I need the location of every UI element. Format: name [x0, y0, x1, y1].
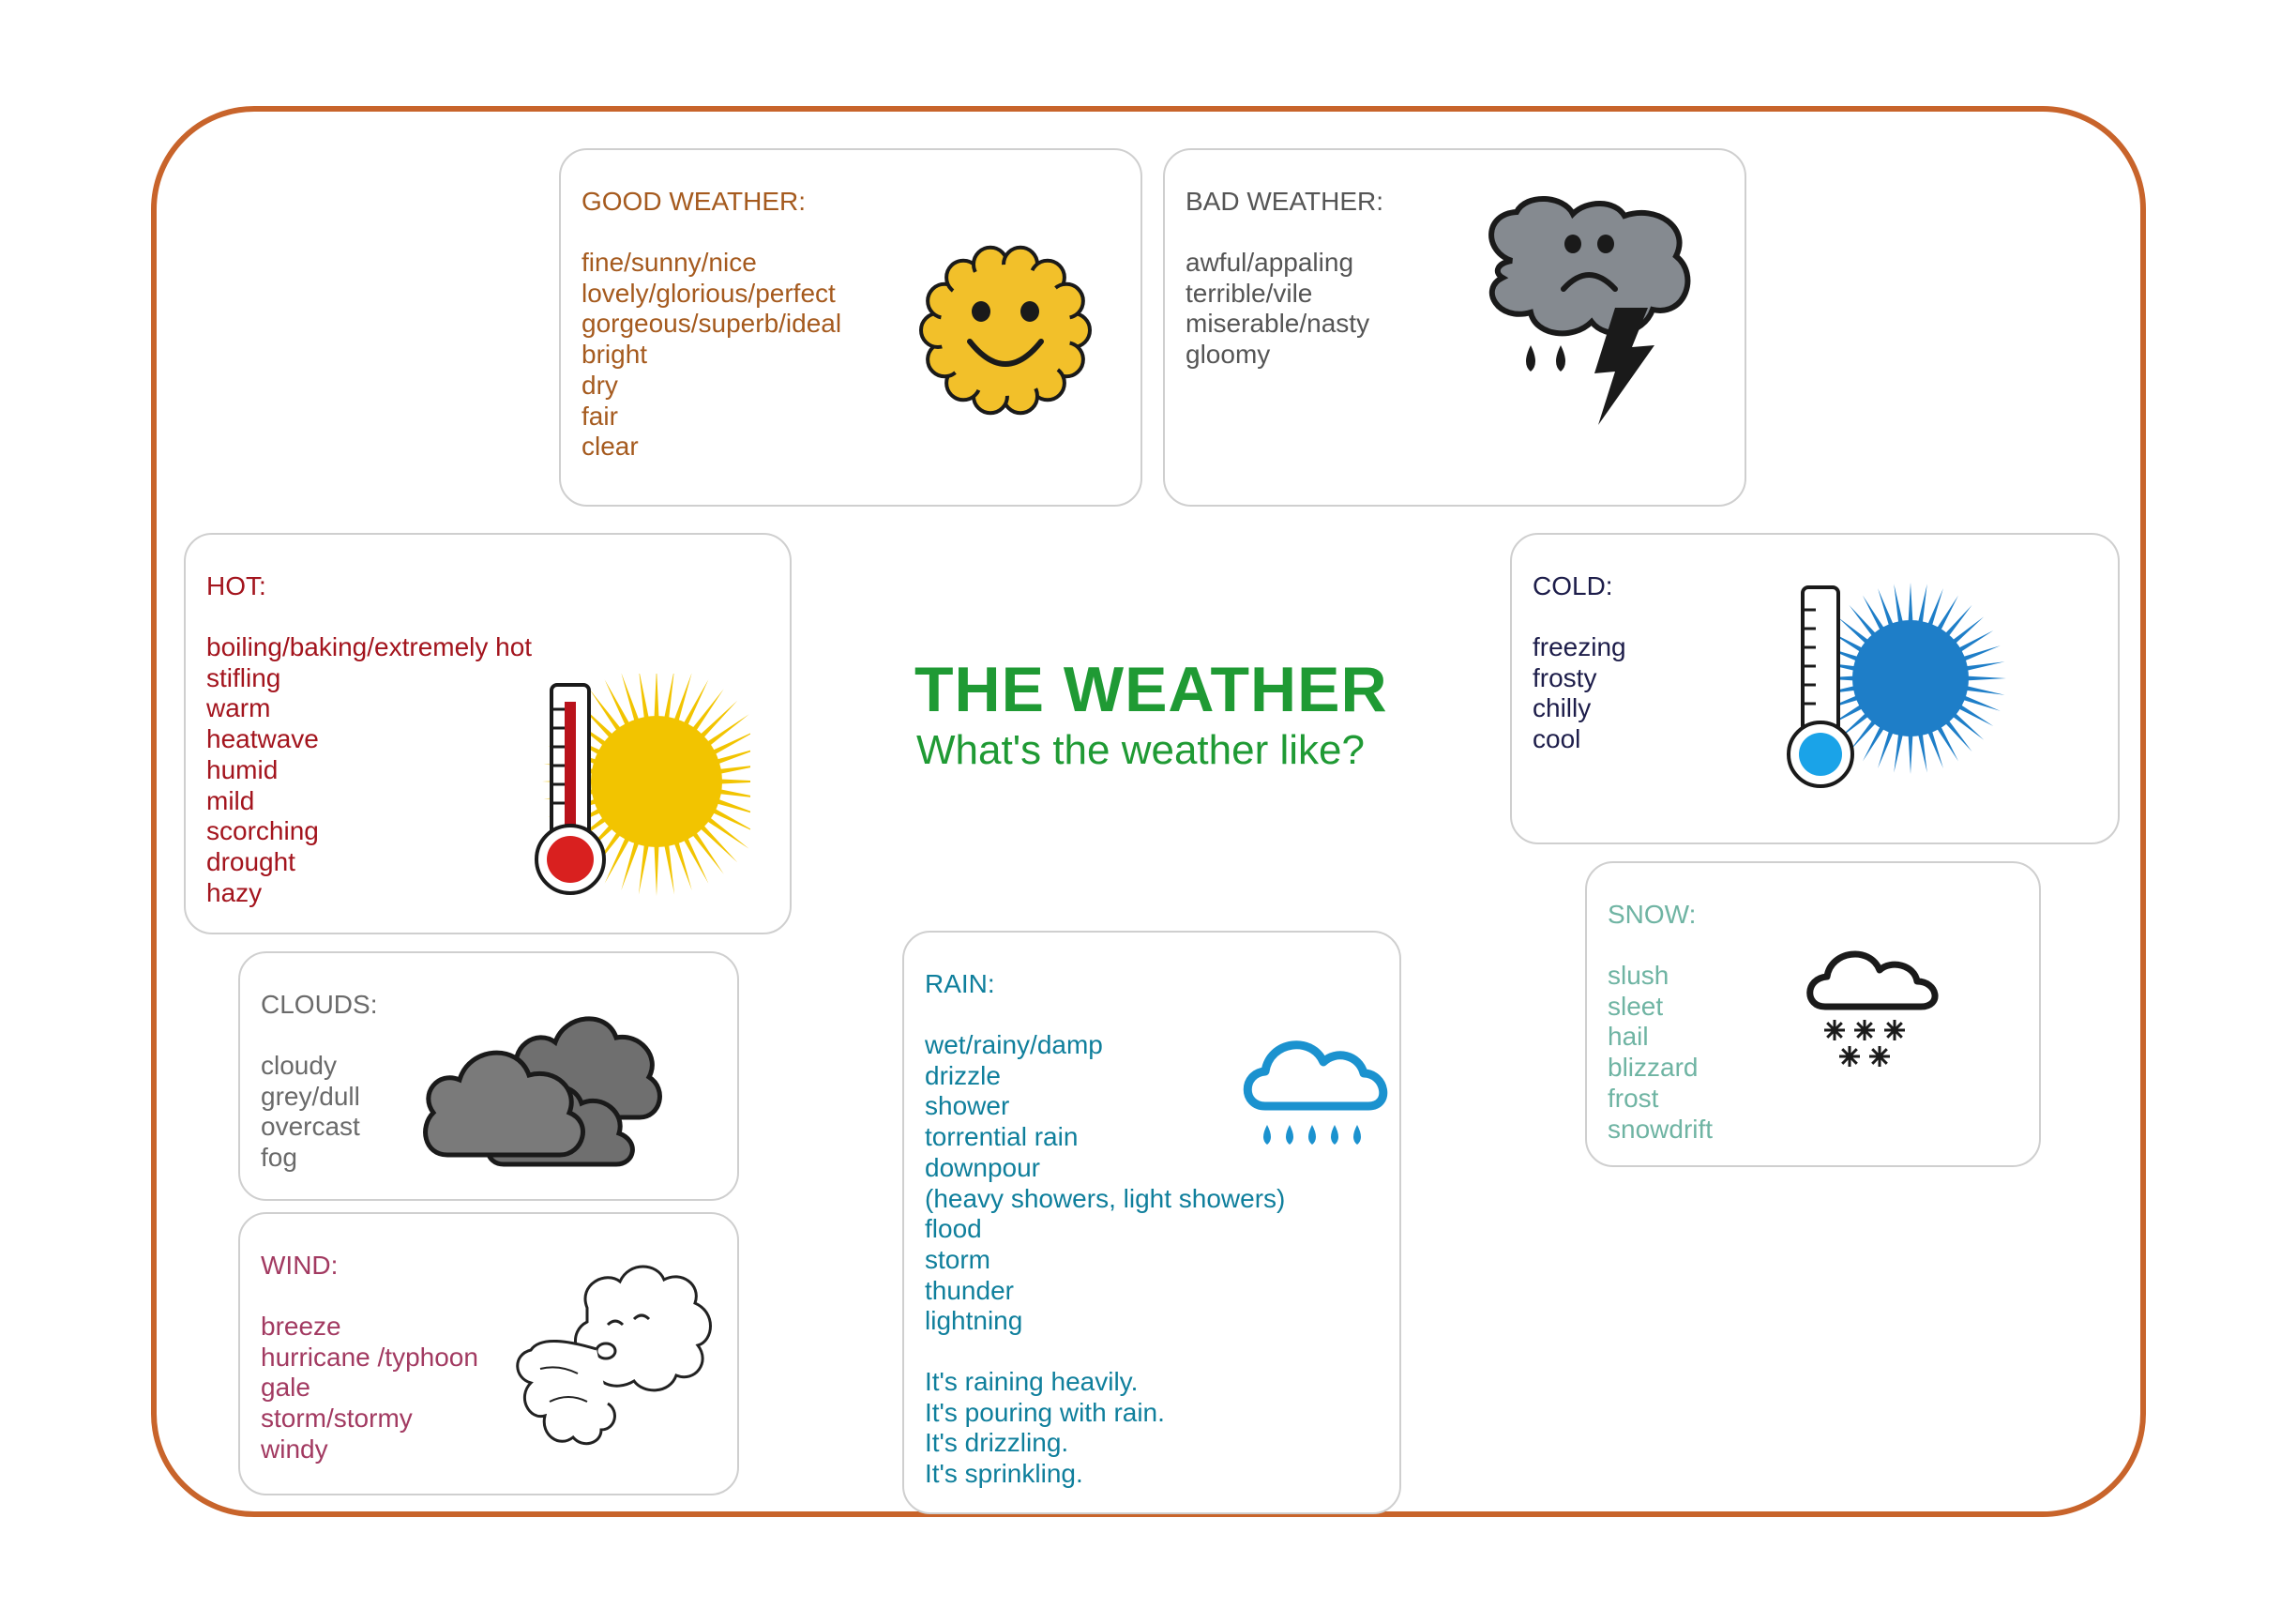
- good-weather-title: GOOD WEATHER:: [582, 187, 807, 216]
- rain-title: RAIN:: [925, 969, 995, 998]
- hot-title: HOT:: [206, 571, 266, 600]
- list-item: terrible/vile: [1186, 278, 1313, 308]
- list-item: hurricane /typhoon: [261, 1342, 478, 1372]
- cold-card: [1510, 533, 2120, 844]
- list-item: boiling/baking/extremely hot: [206, 632, 533, 661]
- center-heading: [914, 653, 1388, 775]
- clouds-title: CLOUDS:: [261, 990, 378, 1019]
- list-item: lightning: [925, 1306, 1023, 1336]
- list-item: freezing: [1533, 632, 1626, 661]
- list-item: (heavy showers, light showers): [925, 1183, 1286, 1213]
- list-item: dry: [582, 370, 618, 400]
- bad-weather-title: BAD WEATHER:: [1186, 187, 1384, 216]
- clouds-icon: [415, 991, 668, 1178]
- blowing-wind-icon: [503, 1252, 728, 1467]
- rain-phrase: It's pouring with rain.: [925, 1397, 1165, 1427]
- snow-title: SNOW:: [1608, 900, 1697, 929]
- list-item: blizzard: [1608, 1053, 1699, 1083]
- list-item: torrential rain: [925, 1122, 1079, 1152]
- snow-card: [1585, 861, 2041, 1167]
- clouds-list: [261, 1051, 360, 1174]
- list-item: gale: [261, 1373, 310, 1403]
- list-item: stifling: [206, 662, 281, 692]
- list-item: lovely/glorious/perfect: [582, 278, 836, 308]
- list-item: bright: [582, 340, 648, 370]
- rain-phrase: It's sprinkling.: [925, 1459, 1083, 1489]
- list-item: thunder: [925, 1275, 1014, 1305]
- snow-cloud-icon: [1797, 936, 1947, 1086]
- good-weather-card: [559, 148, 1142, 507]
- wind-card: [238, 1212, 739, 1495]
- snow-list: [1608, 961, 1713, 1145]
- list-item: fog: [261, 1143, 297, 1173]
- hot-thermometer-sun-icon: [516, 674, 750, 908]
- list-item: fine/sunny/nice: [582, 248, 757, 277]
- list-item: windy: [261, 1434, 328, 1464]
- list-item: drought: [206, 846, 295, 876]
- list-item: gloomy: [1186, 340, 1271, 370]
- rain-phrase: It's raining heavily.: [925, 1367, 1139, 1397]
- list-item: warm: [206, 693, 271, 723]
- wind-title: WIND:: [261, 1251, 339, 1280]
- list-item: heatwave: [206, 724, 319, 754]
- cold-thermometer-icon: [1784, 580, 2018, 805]
- list-item: scorching: [206, 816, 319, 846]
- list-item: clear: [582, 432, 639, 462]
- smiling-sun-icon: [912, 236, 1099, 424]
- cold-title: COLD:: [1533, 571, 1613, 600]
- list-item: breeze: [261, 1312, 341, 1341]
- list-item: downpour: [925, 1152, 1040, 1182]
- list-item: hail: [1608, 1022, 1649, 1052]
- clouds-card: [238, 951, 739, 1201]
- list-item: snowdrift: [1608, 1114, 1714, 1144]
- list-item: slush: [1608, 961, 1669, 990]
- list-item: miserable/nasty: [1186, 309, 1370, 339]
- bad-weather-card: [1163, 148, 1746, 507]
- rain-card: [902, 931, 1401, 1514]
- hot-list: [206, 632, 532, 908]
- list-item: overcast: [261, 1112, 360, 1142]
- list-item: cool: [1533, 724, 1581, 754]
- list-item: drizzle: [925, 1060, 1001, 1090]
- list-item: cloudy: [261, 1051, 337, 1080]
- list-spacer: [925, 1337, 1285, 1367]
- list-item: frosty: [1533, 662, 1597, 692]
- list-item: humid: [206, 754, 279, 784]
- list-item: grey/dull: [261, 1081, 360, 1111]
- rain-phrase: It's drizzling.: [925, 1428, 1069, 1458]
- hot-card: [184, 533, 792, 934]
- list-item: storm/stormy: [261, 1404, 413, 1434]
- page-subtitle: What's the weather like?: [916, 727, 1365, 773]
- rain-list: [925, 1030, 1285, 1490]
- list-item: shower: [925, 1091, 1010, 1121]
- list-item: flood: [925, 1214, 982, 1244]
- page-title: THE WEATHER: [914, 654, 1388, 725]
- list-item: fair: [582, 401, 618, 431]
- list-item: gorgeous/superb/ideal: [582, 309, 842, 339]
- list-item: chilly: [1533, 693, 1592, 723]
- list-item: mild: [206, 785, 255, 815]
- storm-cloud-icon: [1474, 195, 1699, 439]
- list-item: hazy: [206, 877, 263, 907]
- list-item: frost: [1608, 1083, 1659, 1113]
- list-item: storm: [925, 1244, 990, 1274]
- wind-list: [261, 1312, 478, 1465]
- cold-list: [1533, 632, 1626, 755]
- good-weather-list: [582, 248, 841, 463]
- bad-weather-list: [1186, 248, 1369, 371]
- rain-cloud-icon: [1237, 1026, 1397, 1158]
- list-item: awful/appaling: [1186, 248, 1354, 277]
- list-item: wet/rainy/damp: [925, 1030, 1103, 1059]
- list-item: sleet: [1608, 991, 1664, 1021]
